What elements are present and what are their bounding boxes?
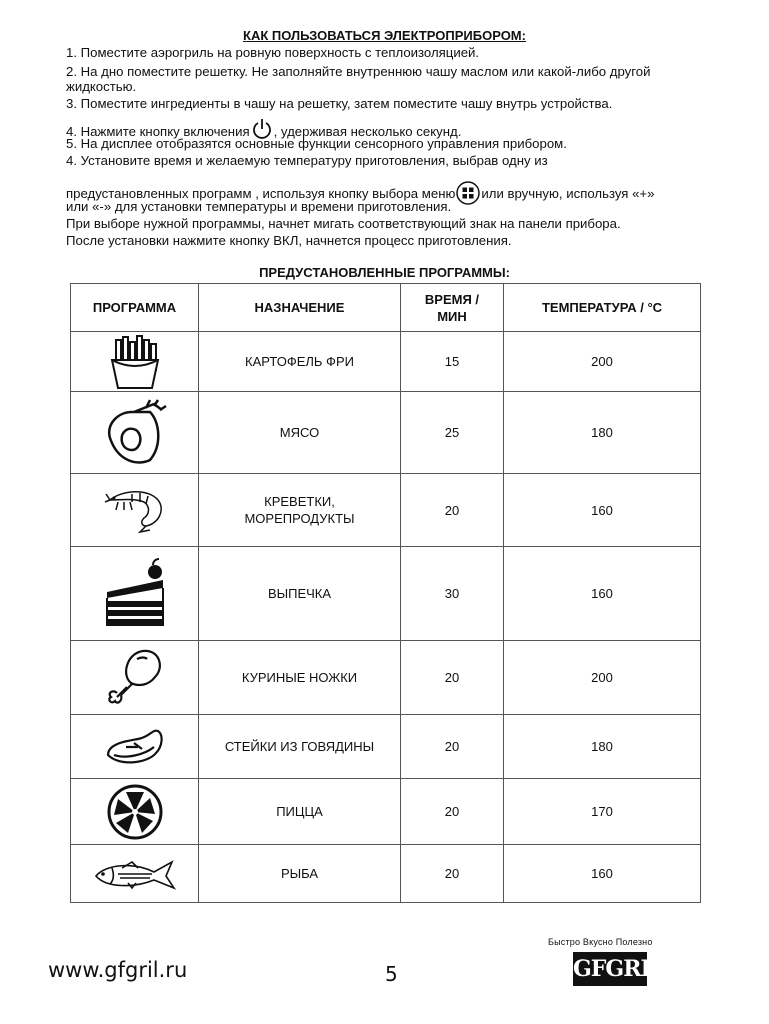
- program-temp: 160: [504, 474, 701, 547]
- table-row: [71, 779, 701, 845]
- pizza-icon: [71, 779, 199, 845]
- step-3: 3. Поместите ингредиенты в чашу на решетку, затем поместите чашу внутрь устройства.: [66, 96, 613, 111]
- programs-title: ПРЕДУСТАНОВЛЕННЫЕ ПРОГРАММЫ:: [259, 265, 510, 280]
- shrimp-icon: [71, 474, 199, 547]
- step-4-text-end: , удерживая несколько секунд.: [273, 124, 462, 139]
- program-name: ПИЦЦА: [199, 779, 401, 845]
- program-name: КУРИНЫЕ НОЖКИ: [199, 641, 401, 715]
- program-name: РЫБА: [199, 845, 401, 903]
- step-1: 1. Поместите аэрогриль на ровную поверхность с теплоизоляцией.: [66, 45, 480, 60]
- program-time: 25: [401, 392, 504, 474]
- steak-icon: [71, 715, 199, 779]
- meat-icon: [71, 392, 199, 474]
- step-8: После установки нажмите кнопку ВКЛ, начнется процесс приготовления.: [66, 233, 512, 248]
- step-2-line-1: 2. На дно поместите решетку. Не заполняйте внутреннюю чашу маслом или какой-либо другой: [66, 64, 651, 79]
- program-temp: 200: [504, 332, 701, 392]
- page-number: 5: [385, 962, 398, 986]
- program-name: МЯСО: [199, 392, 401, 474]
- programs-table: [70, 283, 701, 903]
- step-6-text: предустановленных программ , используя кнопку выбора меню: [66, 186, 456, 201]
- program-time: 20: [401, 641, 504, 715]
- step-6-line-1: 4. Установите время и желаемую температуру приготовления, выбрав одну из: [66, 153, 548, 168]
- table-row: [71, 715, 701, 779]
- header-purpose: НАЗНАЧЕНИЕ: [199, 284, 401, 332]
- step-6-text-end: или вручную, используя «+»: [481, 186, 655, 201]
- program-time: 20: [401, 845, 504, 903]
- table-row: [71, 332, 701, 392]
- program-name: ВЫПЕЧКА: [199, 547, 401, 641]
- program-temp: 170: [504, 779, 701, 845]
- table-row: [71, 845, 701, 903]
- step-7: При выборе нужной программы, начнет мигать соответствующий знак на панели прибора.: [66, 216, 621, 231]
- step-6-line-3: или «-» для установки температуры и времени приготовления.: [66, 199, 452, 214]
- step-5: 5. На дисплее отобразятся основные функции сенсорного управления прибором.: [66, 136, 567, 151]
- table-row: [71, 547, 701, 641]
- table-row: [71, 641, 701, 715]
- cake-icon: [71, 547, 199, 641]
- table-header-row: [71, 284, 701, 332]
- program-temp: 180: [504, 392, 701, 474]
- footer-url: www.gfgril.ru: [48, 958, 188, 982]
- program-name: КАРТОФЕЛЬ ФРИ: [199, 332, 401, 392]
- step-2-line-2: жидкостью.: [66, 79, 137, 94]
- brand-slogan: Быстро Вкусно Полезно: [548, 937, 653, 947]
- program-time: 20: [401, 715, 504, 779]
- page-heading: КАК ПОЛЬЗОВАТЬСЯ ЭЛЕКТРОПРИБОРОМ:: [243, 28, 526, 43]
- table-row: [71, 474, 701, 547]
- fish-icon: [71, 845, 199, 903]
- program-time: 20: [401, 779, 504, 845]
- header-time: ВРЕМЯ / МИН: [401, 284, 504, 332]
- program-time: 30: [401, 547, 504, 641]
- program-temp: 160: [504, 845, 701, 903]
- program-temp: 200: [504, 641, 701, 715]
- program-temp: 160: [504, 547, 701, 641]
- table-row: [71, 392, 701, 474]
- program-temp: 180: [504, 715, 701, 779]
- header-program: ПРОГРАММА: [71, 284, 199, 332]
- fries-icon: [71, 332, 199, 392]
- header-temp: ТЕМПЕРАТУРА / °C: [504, 284, 701, 332]
- program-time: 15: [401, 332, 504, 392]
- step-4-text: 4. Нажмите кнопку включения: [66, 124, 250, 139]
- brand-logo: GFGRIL: [573, 952, 647, 986]
- program-name: КРЕВЕТКИ, МОРЕПРОДУКТЫ: [199, 474, 401, 547]
- program-time: 20: [401, 474, 504, 547]
- chicken-leg-icon: [71, 641, 199, 715]
- program-name: СТЕЙКИ ИЗ ГОВЯДИНЫ: [199, 715, 401, 779]
